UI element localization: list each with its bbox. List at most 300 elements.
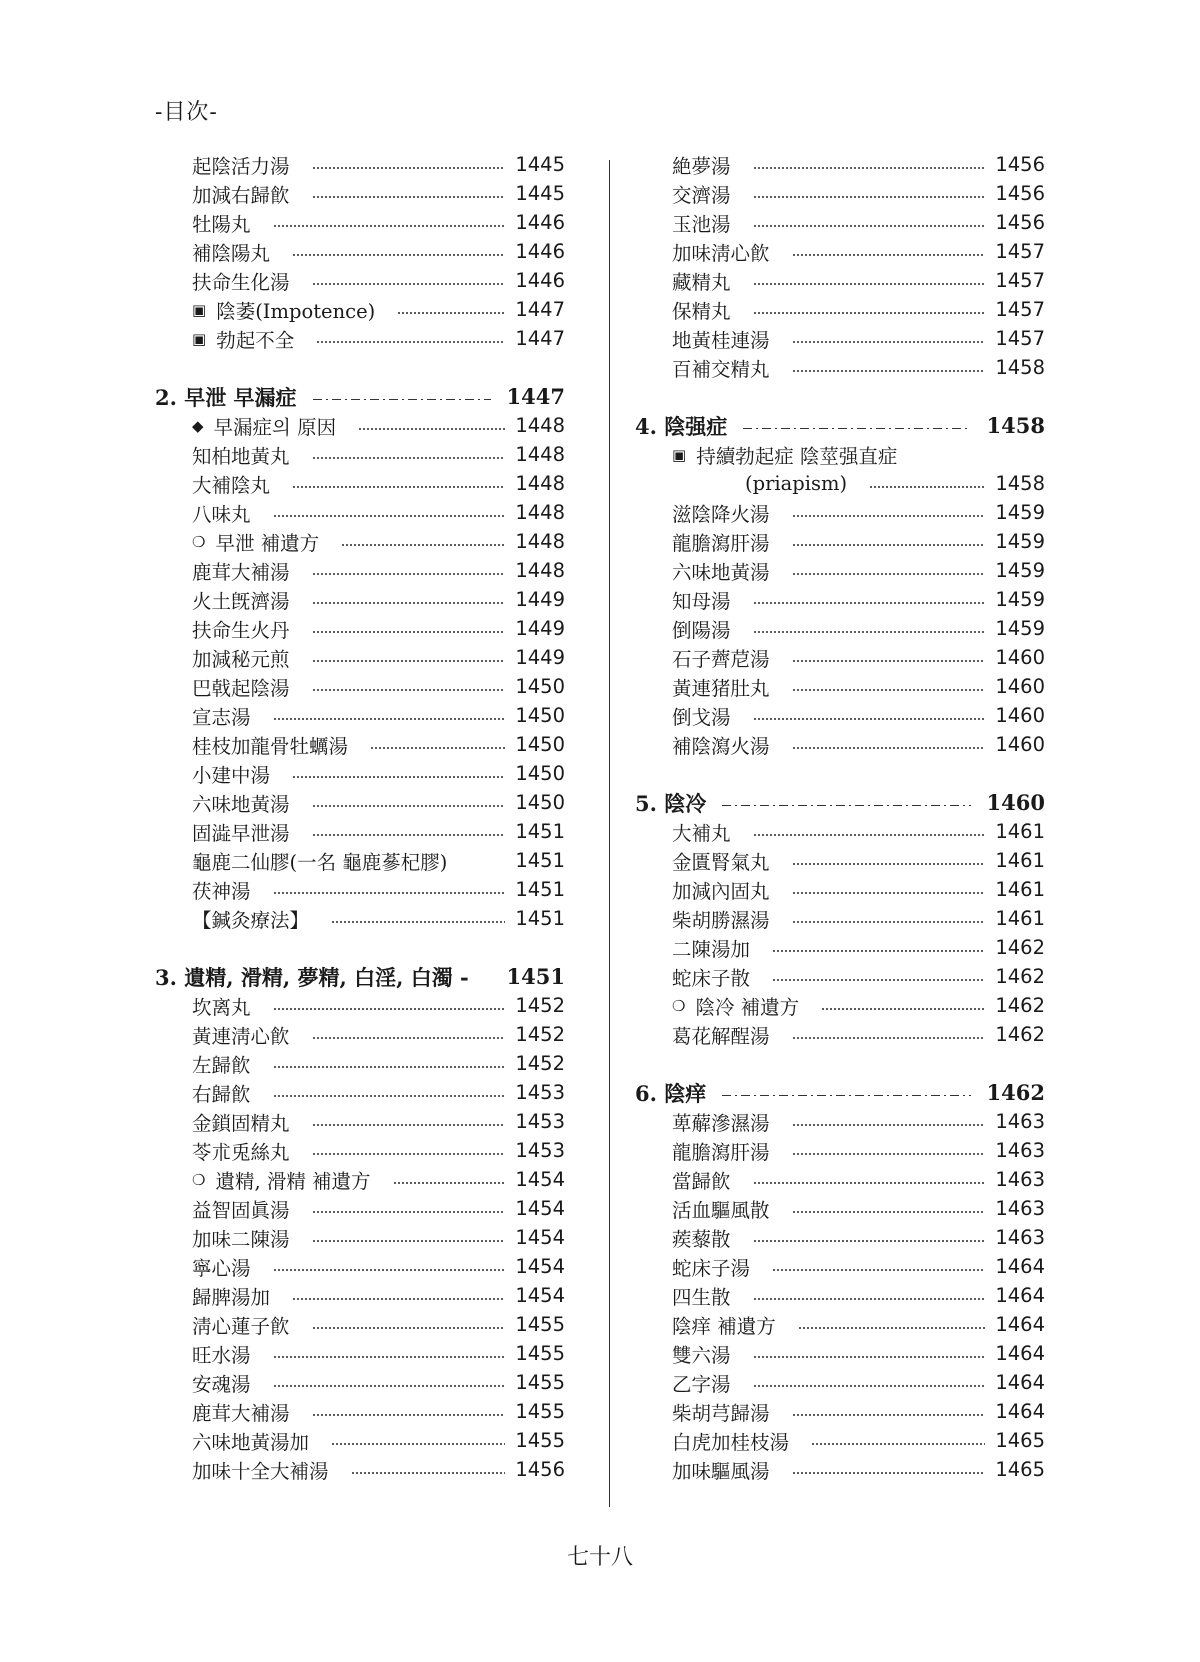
entry-title: 百補交精丸 [672,357,770,381]
page-number-ref: 1452 [515,1023,565,1046]
page-number-ref: 1452 [515,1052,565,1075]
dot-leader [753,1298,986,1300]
page-number-ref: 1461 [995,820,1045,843]
entry-title: 右歸飮 [192,1082,251,1106]
entry-title: 大補丸 [672,821,731,845]
toc-entry [155,440,565,469]
section-title: 6. 陰痒 [635,1080,707,1106]
toc-entry [155,150,565,179]
dot-leader [312,1327,506,1329]
dot-leader [753,283,986,285]
page-number-ref: 1453 [515,1081,565,1104]
toc-entry [155,1397,565,1426]
dot-leader [312,283,506,285]
page-number-ref: 1460 [986,790,1045,815]
toc-entry [155,817,565,846]
toc-entry [155,1368,565,1397]
entry-title: 玉池湯 [672,212,731,236]
entry-title: 鹿茸大補湯 [192,560,290,584]
entry-title: 固澁早泄湯 [192,821,290,845]
entry-title: 小建中湯 [192,763,271,787]
dot-leader [351,1472,506,1474]
page-number-ref: 1464 [995,1371,1045,1394]
toc-entry [155,1136,565,1165]
toc-entry [635,527,1045,556]
entry-title: 柴胡芎歸湯 [672,1401,770,1425]
entry-title: 知母湯 [672,589,731,613]
page-number-ref: 1463 [995,1226,1045,1249]
entry-title: 金鎖固精丸 [192,1111,290,1135]
toc-entry [635,266,1045,295]
page-number-ref: 1450 [515,791,565,814]
page-number-ref: 1448 [515,443,565,466]
dot-leader [273,1066,506,1068]
toc-entry [155,411,565,440]
toc-entry [155,1310,565,1339]
dot-leader [292,486,505,488]
page-number-ref: 1448 [515,501,565,524]
section-heading [155,962,565,991]
toc-entry [635,1426,1045,1455]
page-number-ref: 1456 [515,1458,565,1481]
dot-leader [753,1385,986,1387]
page-number-ref: 1460 [995,675,1045,698]
entry-title: 黃連淸心飮 [192,1024,290,1048]
entry-title: 石子薺苨湯 [672,647,770,671]
toc-entry [155,788,565,817]
entry-title: 扶命生化湯 [192,270,290,294]
page-number-ref: 1452 [515,994,565,1017]
section-heading [635,1078,1045,1107]
page-number-ref: 1457 [995,240,1045,263]
dot-leader [273,1008,506,1010]
toc-entry [155,904,565,933]
page-number-ref: 1458 [995,356,1045,379]
entry-title: 二陳湯加 [672,937,751,961]
toc-entry [155,875,565,904]
page-number-ref: 1459 [995,501,1045,524]
entry-title: 黃連猪肚丸 [672,676,770,700]
entry-title: 當歸飮 [672,1169,731,1193]
page-number-ref: 1457 [995,269,1045,292]
page-number-ref: 1450 [515,704,565,727]
entry-title: 鹿茸大補湯 [192,1401,290,1425]
dot-leader [370,747,505,749]
entry-title: 益智固眞湯 [192,1198,290,1222]
dot-leader [273,1269,506,1271]
page-number-ref: 1446 [515,240,565,263]
entry-title: 巴戟起陰湯 [192,676,290,700]
dot-leader [312,1240,506,1242]
toc-entry [155,585,565,614]
page-number-ref: 1461 [995,849,1045,872]
page-number-ref: 1448 [515,559,565,582]
toc-entry [635,353,1045,382]
dot-leader [798,1327,986,1329]
dot-leader [753,631,986,633]
page-number-ref: 1456 [995,182,1045,205]
page-number-ref: 1455 [515,1371,565,1394]
page-number-ref: 1460 [995,646,1045,669]
entry-title: 龍膽瀉肝湯 [672,531,770,555]
entry-title: 加味驅風湯 [672,1459,770,1483]
toc-entry [155,1165,565,1194]
entry-title: 六味地黃湯 [672,560,770,584]
toc-entry [155,701,565,730]
dot-leader [792,544,986,546]
page-number-ref: 1463 [995,1168,1045,1191]
page-number-ref: 1454 [515,1226,565,1249]
dot-leader [312,660,506,662]
toc-entry [155,1455,565,1484]
dot-leader [792,1037,986,1039]
page-number-ref: 1453 [515,1139,565,1162]
entry-title: 交濟湯 [672,183,731,207]
entry-title: 起陰活力湯 [192,154,290,178]
dot-leader [792,573,986,575]
dot-leader [772,979,985,981]
entry-title: 淸心蓮子飮 [192,1314,290,1338]
entry-title: 藏精丸 [672,270,731,294]
page-number-ref: 1451 [515,907,565,930]
entry-title: 白虎加桂枝湯 [672,1430,790,1454]
page-number-ref: 1449 [515,617,565,640]
page-number-ref: 1453 [515,1110,565,1133]
page-number-ref: 1450 [515,733,565,756]
page-number-ref: 1464 [995,1313,1045,1336]
dot-leader [753,225,986,227]
dot-leader [292,776,505,778]
dot-leader [273,225,506,227]
toc-entry [635,1397,1045,1426]
dot-leader [792,747,986,749]
dot-leader [312,805,506,807]
entry-title: 保精丸 [672,299,731,323]
toc-entry [635,295,1045,324]
toc-entry [635,150,1045,179]
entry-title: 苓朮兎絲丸 [192,1140,290,1164]
dot-leader [753,718,986,720]
entry-title: 蛇床子散 [672,966,751,990]
page-number-ref: 1454 [515,1255,565,1278]
toc-entry [155,1020,565,1049]
page-number-ref: 1455 [515,1400,565,1423]
toc-entry [155,759,565,788]
page-number-ref: 1462 [995,936,1045,959]
toc-entry [635,208,1045,237]
page-number-ref: 1464 [995,1400,1045,1423]
entry-title: 陰萎(Impotence) [216,299,376,323]
page-number-ref: 1461 [995,878,1045,901]
toc-entry [155,1049,565,1078]
toc-entry [635,614,1045,643]
toc-entry [635,730,1045,759]
toc-entry [635,324,1045,353]
bullet-icon: ▣ [192,300,207,319]
page-number-ref: 1447 [506,384,565,409]
page-number-ref: 1457 [995,298,1045,321]
dot-leader [753,196,986,198]
toc-entry [635,962,1045,991]
toc-entry [155,208,565,237]
spacer [635,382,1045,411]
page-number-ref: 1451 [515,820,565,843]
toc-left-column [155,150,565,1484]
page-number-ref: 1445 [515,153,565,176]
dot-leader [273,1356,506,1358]
toc-entry [635,875,1045,904]
toc-entry [635,817,1045,846]
dot-leader [792,1124,986,1126]
page-number-ref: 1463 [995,1110,1045,1133]
page-number-ref: 1448 [515,414,565,437]
entry-title: 加減右歸飮 [192,183,290,207]
dot-leader [792,1153,986,1155]
entry-title: 旺水湯 [192,1343,251,1367]
entry-title: 加味淸心飮 [672,241,770,265]
dot-leader [273,892,506,894]
entry-title: 加減內固丸 [672,879,770,903]
toc-entry [635,1339,1045,1368]
spacer [635,1049,1045,1078]
page-number: 七十八 [566,1545,633,1570]
page-number-ref: 1459 [995,530,1045,553]
entry-title: 金匱腎氣丸 [672,850,770,874]
toc-entry [635,643,1045,672]
entry-title: 勃起不全 [216,328,295,352]
dot-leader [792,892,986,894]
dot-leader [313,399,491,401]
page-number-ref: 1456 [995,153,1045,176]
dot-leader [792,370,986,372]
entry-title: 倒戈湯 [672,705,731,729]
entry-title: 滋陰降火湯 [672,502,770,526]
toc-entry [155,1194,565,1223]
entry-title: 牡陽丸 [192,212,251,236]
entry-title: 扶命生火丹 [192,618,290,642]
entry-title: 持續勃起症 陰莖强直症 [696,444,898,468]
spacer [155,933,565,962]
page-number-ref: 1458 [986,413,1045,438]
page-number-ref: 1451 [515,849,565,872]
dot-leader [792,1211,986,1213]
bullet-icon: ▣ [672,445,687,464]
page-number-ref: 1454 [515,1168,565,1191]
toc-entry [155,237,565,266]
dot-leader [331,921,505,923]
page-number-ref: 1455 [515,1342,565,1365]
entry-title: 八味丸 [192,502,251,526]
dot-leader [312,689,506,691]
page-number-ref: 1454 [515,1197,565,1220]
dot-leader [273,515,506,517]
dot-leader [312,1153,506,1155]
dot-leader [312,834,506,836]
spacer [155,353,565,382]
page-number-ref: 1459 [995,588,1045,611]
toc-entry [635,237,1045,266]
dot-leader [792,863,986,865]
page-number-ref: 1457 [995,327,1045,350]
page-number-ref: 1460 [995,733,1045,756]
column-divider [609,160,610,1507]
dot-leader [722,805,970,807]
toc-entry [155,324,565,353]
dot-leader [292,254,505,256]
section-title: 4. 陰强症 [635,413,728,439]
page-number-ref: 1463 [995,1197,1045,1220]
toc-entry [635,1368,1045,1397]
toc-entry [155,643,565,672]
page-number-ref: 1462 [995,1023,1045,1046]
dot-leader [753,602,986,604]
entry-title: 龍膽瀉肝湯 [672,1140,770,1164]
page-number-ref: 1449 [515,588,565,611]
page-number-ref: 1447 [515,298,565,321]
toc-entry [635,1223,1045,1252]
entry-title: 蒺藜散 [672,1227,731,1251]
page-number-ref: 1455 [515,1313,565,1336]
dot-leader [316,341,505,343]
toc-entry [155,1281,565,1310]
entry-title: 安魂湯 [192,1372,251,1396]
entry-title: 早漏症의 原因 [213,415,337,439]
dot-leader [312,573,506,575]
page-number-ref: 1451 [515,878,565,901]
bullet-icon: ▣ [192,329,207,348]
section-heading [635,411,1045,440]
entry-title: 大補陰丸 [192,473,271,497]
entry-title: 絶夢湯 [672,154,731,178]
page-number-ref: 1458 [995,472,1045,495]
page-number-ref: 1455 [515,1429,565,1452]
dot-leader [722,1095,970,1097]
toc-entry [155,672,565,701]
dot-leader [792,1472,986,1474]
dot-leader [792,341,986,343]
dot-leader [753,1182,986,1184]
entry-title: 倒陽湯 [672,618,731,642]
dot-leader [312,1211,506,1213]
entry-title: 【鍼灸療法】 [192,908,310,932]
dot-leader [869,486,985,488]
page-number-ref: 1446 [515,269,565,292]
dot-leader [772,950,985,952]
entry-title: 加味十全大補湯 [192,1459,329,1483]
page-number-ref: 1462 [995,965,1045,988]
toc-entry [635,672,1045,701]
dot-leader [753,167,986,169]
entry-title: 加味二陳湯 [192,1227,290,1251]
dot-leader [273,718,506,720]
toc-entry [155,266,565,295]
page-number-ref: 1459 [995,617,1045,640]
section-title: 5. 陰冷 [635,790,707,816]
entry-title: 遺精, 滑精 補遺方 [215,1169,371,1193]
page-number-ref: 1450 [515,762,565,785]
dot-leader [772,1269,985,1271]
dot-leader [821,1008,985,1010]
dot-leader [792,689,986,691]
toc-entry [635,1107,1045,1136]
dot-leader [753,834,986,836]
toc-entry [155,1339,565,1368]
entry-title: 葛花解酲湯 [672,1024,770,1048]
entry-title: 知柏地黃丸 [192,444,290,468]
dot-leader [753,1240,986,1242]
toc-entry [635,440,1045,469]
page-number-ref: 1461 [995,907,1045,930]
page-number-ref: 1462 [986,1080,1045,1105]
entry-title: (priapism) [745,472,848,495]
toc-entry [155,527,565,556]
dot-leader [792,1414,986,1416]
page-number-ref: 1456 [995,211,1045,234]
entry-title: 雙六湯 [672,1343,731,1367]
dot-leader [753,1356,986,1358]
toc-entry [155,991,565,1020]
entry-title: 六味地黃湯加 [192,1430,310,1454]
entry-title: 茯神湯 [192,879,251,903]
toc-entry [635,1252,1045,1281]
dot-leader [312,602,506,604]
toc-entry [155,730,565,759]
toc-entry [635,585,1045,614]
toc-right-column [635,150,1045,1484]
toc-entry [635,846,1045,875]
page-number-ref: 1445 [515,182,565,205]
dot-leader [811,1443,985,1445]
entry-title: 宣志湯 [192,705,251,729]
section-title: 3. 遺精, 滑精, 夢精, 白淫, 白濁 - [155,964,469,990]
toc-entry [635,1136,1045,1165]
section-heading [635,788,1045,817]
toc-entry [635,179,1045,208]
toc-entry [635,701,1045,730]
dot-leader [312,1124,506,1126]
page-number-ref: 1448 [515,530,565,553]
entry-title: 龜鹿二仙膠(一名 龜鹿蔘杞膠) [192,850,448,874]
entry-title: 陰痒 補遺方 [672,1314,776,1338]
toc-entry [635,498,1045,527]
page-number-ref: 1460 [995,704,1045,727]
entry-title: 蛇床子湯 [672,1256,751,1280]
toc-entry [155,556,565,585]
dot-leader [753,312,986,314]
entry-title: 左歸飮 [192,1053,251,1077]
page-number-ref: 1446 [515,211,565,234]
dot-leader [312,631,506,633]
dot-leader [273,1095,506,1097]
entry-title: 補陰瀉火湯 [672,734,770,758]
entry-title: 四生散 [672,1285,731,1309]
entry-title: 歸脾湯加 [192,1285,271,1309]
entry-title: 坎离丸 [192,995,251,1019]
bullet-icon: ❍ [192,532,206,551]
page-number-ref: 1451 [506,964,565,989]
dot-leader [358,428,505,430]
entry-title: 補陰陽丸 [192,241,271,265]
dot-leader [341,544,505,546]
page-number-ref: 1465 [995,1429,1045,1452]
dot-leader [312,457,506,459]
page-number-ref: 1449 [515,646,565,669]
toc-entry [155,1252,565,1281]
toc-entry [155,1223,565,1252]
entry-title: 陰冷 補遺方 [695,995,800,1019]
dot-leader [792,254,986,256]
page-number-ref: 1462 [995,994,1045,1017]
